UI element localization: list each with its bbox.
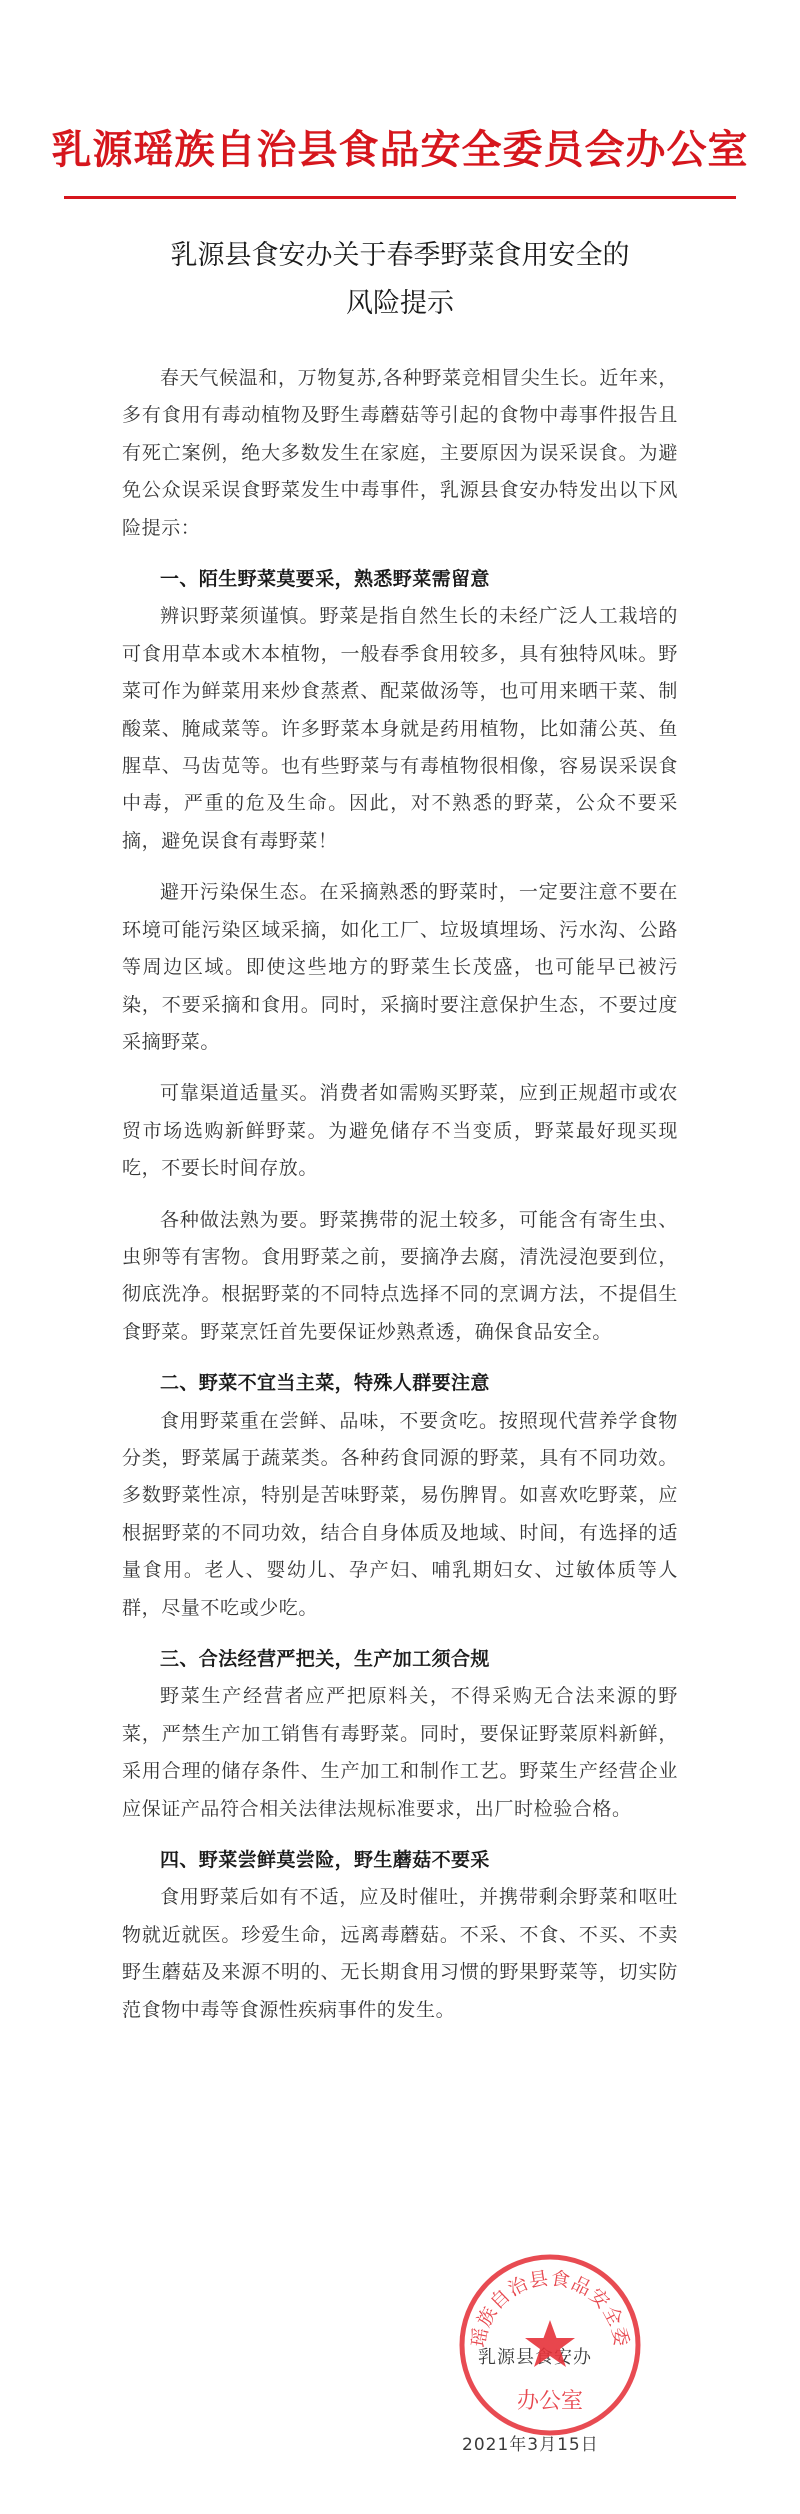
spacer — [122, 1061, 678, 1075]
section-4-heading: 四、野菜尝鲜莫尝险，野生蘑菇不要采 — [160, 1849, 490, 1872]
document-title — [0, 232, 800, 328]
signature-text: 乳源县食安办 — [478, 2347, 592, 2368]
section-3-paragraph-1: 野菜生产经营者应严把原料关，不得采购无合法来源的野菜，严禁生产加工销售有毒野菜。同时，要保证野菜原料新鲜，采用合理的储存条件、生产加工和制作工艺。野菜生产经营企业应保证产品符合相关法律法规标准要求，出厂时检验合格。 — [122, 1685, 678, 1820]
official-seal-graphic — [455, 2250, 645, 2440]
seal-ring-text — [455, 2250, 632, 2349]
spacer — [122, 547, 678, 561]
official-seal — [455, 2250, 645, 2440]
letterhead-title: 乳源瑶族自治县食品安全委员会办公室 — [51, 126, 749, 173]
spacer — [122, 1188, 678, 1202]
section-1-paragraph-2: 避开污染保生态。在采摘熟悉的野菜时，一定要注意不要在环境可能污染区域采摘，如化工厂、垃圾填埋场、污水沟、公路等周边区域。即使这些地方的野菜生长茂盛，也可能早已被污染，不要采摘和食用。同时，采摘时要注意保护生态，不要过度采摘野菜。 — [122, 881, 678, 1053]
section-4-paragraph-1: 食用野菜后如有不适，应及时催吐，并携带剩余野菜和呕吐物就近就医。珍爱生命，远离毒蘑菇。不采、不食、不买、不卖野生蘑菇及来源不明的、无长期食用习惯的野果野菜等，切实防范食物中毒等食源性疾病事件的发生。 — [122, 1886, 678, 2021]
section-1-heading: 一、陌生野菜莫要采，熟悉野菜需留意 — [160, 568, 490, 591]
document-title-line-1: 乳源县食安办关于春季野菜食用安全的 — [170, 240, 630, 271]
document-title-line-2: 风险提示 — [346, 288, 454, 319]
seal-ring-textpath: 瑶族自治县食品安全委 — [467, 2267, 633, 2349]
spacer — [122, 1351, 678, 1365]
section-3-heading: 三、合法经营严把关，生产加工须合规 — [160, 1648, 490, 1670]
section-1-paragraph-3: 可靠渠道适量买。消费者如需购买野菜，应到正规超市或农贸市场选购新鲜野菜。为避免储存不当变质，野菜最好现买现吃，不要长时间存放。 — [122, 1082, 678, 1180]
issue-date: 2021年3月15日 — [462, 2435, 599, 2455]
seal-star-icon — [525, 2320, 575, 2367]
letterhead-divider — [64, 196, 736, 199]
section-2-paragraph-1: 食用野菜重在尝鲜、品味，不要贪吃。按照现代营养学食物分类，野菜属于蔬菜类。各种药食同源的野菜，具有不同功效。多数野菜性凉，特别是苦味野菜，易伤脾胃。如喜欢吃野菜，应根据野菜的不同功效，结合自身体质及地域、时间，有选择的适量食用。老人、婴幼儿、孕产妇、哺乳期妇女、过敏体质等人群，尽量不吃或少吃。 — [122, 1409, 678, 1619]
section-1-paragraph-4: 各种做法熟为要。野菜携带的泥土较多，可能含有寄生虫、虫卵等有害物。食用野菜之前，要摘净去腐，清洗浸泡要到位，彻底洗净。根据野菜的不同特点选择不同的烹调方法，不提倡生食野菜。野菜烹饪首先要保证炒熟煮透，确保食品安全。 — [122, 1208, 678, 1343]
seal-bottom-text: 办公室 — [516, 2389, 584, 2414]
section-1-paragraph-1: 辨识野菜须谨慎。野菜是指自然生长的未经广泛人工栽培的可食用草本或木本植物，一般春季食用较多，具有独特风味。野菜可作为鲜菜用来炒食蒸煮、配菜做汤等，也可用来晒干菜、制酸菜、腌咸菜等。许多野菜本身就是药用植物，比如蒲公英、鱼腥草、马齿苋等。也有些野菜与有毒植物很相像，容易误采误食中毒，严重的危及生命。因此，对不熟悉的野菜，公众不要采摘，避免误食有毒野菜！ — [122, 605, 678, 852]
section-2-heading: 二、野菜不宜当主菜，特殊人群要注意 — [160, 1372, 490, 1395]
spacer — [122, 860, 678, 874]
document-body — [122, 360, 678, 2029]
spacer — [122, 1627, 678, 1641]
intro-paragraph: 春天气候温和，万物复苏,各种野菜竞相冒尖生长。近年来，多有食用有毒动植物及野生毒蘑菇等引起的食物中毒事件报告且有死亡案例，绝大多数发生在家庭，主要原因为误采误食。为避免公众误采误食野菜发生中毒事件，乳源县食安办特发出以下风险提示： — [122, 367, 678, 539]
spacer — [122, 1828, 678, 1842]
